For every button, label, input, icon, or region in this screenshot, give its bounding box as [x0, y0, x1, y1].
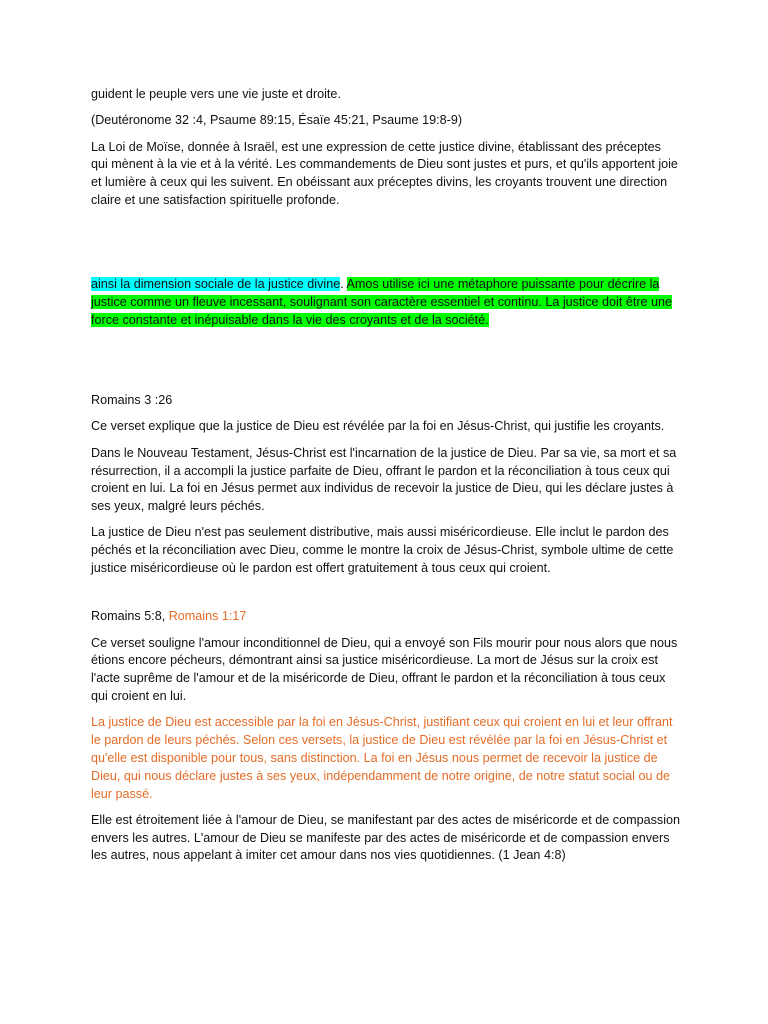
paragraph-references: (Deutéronome 32 :4, Psaume 89:15, Ésaïe 45:21, Psaume 19:8-9) — [91, 113, 463, 128]
blank-space — [91, 586, 681, 608]
paragraph-verset-explique: Ce verset explique que la justice de Dieu est révélée par la foi en Jésus-Christ, qui justifie les croyants. — [91, 419, 665, 434]
paragraph-amour-inconditionnel: Ce verset souligne l'amour inconditionnel de Dieu, qui a envoyé son Fils mourir pour nous alors que nous étions encore pécheurs, démontrant ainsi sa justice miséricordieuse. La mort de Jésus sur la croix est l'acte suprême de l'amour et de la miséricorde de Dieu, offrant le pardon et la réconciliation à tous ceux qui croient en lui. — [91, 635, 678, 704]
paragraph-orange-justice-accessible: La justice de Dieu est accessible par la foi en Jésus-Christ, justifiant ceux qui croient en lui et leur offrant le pardon de leurs péchés. Selon ces versets, la justice de Dieu est révélée par la foi en Jésus-Christ et qu'elle est disponible pour tous, sans distinction. La foi en Jésus nous permet de recevoir la justice de Dieu, qui nous déclare justes à ses yeux, indépendamment de notre origine, de notre statut social ou de leur passé. — [91, 715, 673, 801]
document-page — [91, 86, 681, 874]
reference-orange: Romains 1:17 — [168, 609, 247, 624]
paragraph-amour-de-dieu: Elle est étroitement liée à l'amour de Dieu, se manifestant par des actes de miséricorde et de compassion envers les autres. L'amour de Dieu se manifeste par des actes de miséricorde et de compassion envers les autres, nous appelant à imiter cet amour dans nos vies quotidiennes. (1 Jean 4:8) — [91, 812, 681, 863]
paragraph-nouveau-testament: Dans le Nouveau Testament, Jésus-Christ est l'incarnation de la justice de Dieu. Par sa vie, sa mort et sa résurrection, il a accompli la justice parfaite de Dieu, offrant le pardon et la réconciliation à tous ceux qui croient en lui. La foi en Jésus permet aux individus de recevoir la justice de Dieu, qui les déclare justes à ses yeux, malgré leurs péchés. — [91, 445, 677, 514]
paragraph-amos-highlighted — [91, 276, 681, 329]
paragraph-loi-de-moise: La Loi de Moïse, donnée à Israël, est une expression de cette justice divine, établissant des préceptes qui mènent à la vie et à la vérité. Les commandements de Dieu sont justes et purs, et qu'ils apportent joie et lumière à ceux qui les suivent. En obéissant aux préceptes divins, les croyants trouvent une direction claire et une satisfaction spirituelle profonde. — [91, 139, 678, 207]
heading-romains-5-8 — [91, 608, 681, 626]
heading-romains-3-26: Romains 3 :26 — [91, 393, 173, 408]
highlight-green-text: Amos utilise ici une métaphore puissante pour décrire la justice comme un fleuve incessant, soulignant son caractère essentiel et continu. La justice doit être une force constante et inépuisable dans la vie des croyants et de la société. — [91, 277, 673, 327]
blank-space — [91, 338, 681, 392]
separator-text: . — [340, 277, 347, 292]
paragraph-justice-misericordieuse: La justice de Dieu n'est pas seulement distributive, mais aussi miséricordieuse. Elle inclut le pardon des péchés et la réconciliation avec Dieu, comme le montre la croix de Jésus-Christ, symbole ultime de cette justice miséricordieuse où le pardon est offert gratuitement à tous ceux qui croient. — [91, 525, 674, 576]
reference-black: Romains 5:8, — [91, 609, 169, 624]
blank-space — [91, 218, 681, 276]
highlight-cyan-text: ainsi la dimension sociale de la justice divine — [91, 277, 341, 292]
paragraph-intro-line: guident le peuple vers une vie juste et droite. — [91, 87, 341, 101]
